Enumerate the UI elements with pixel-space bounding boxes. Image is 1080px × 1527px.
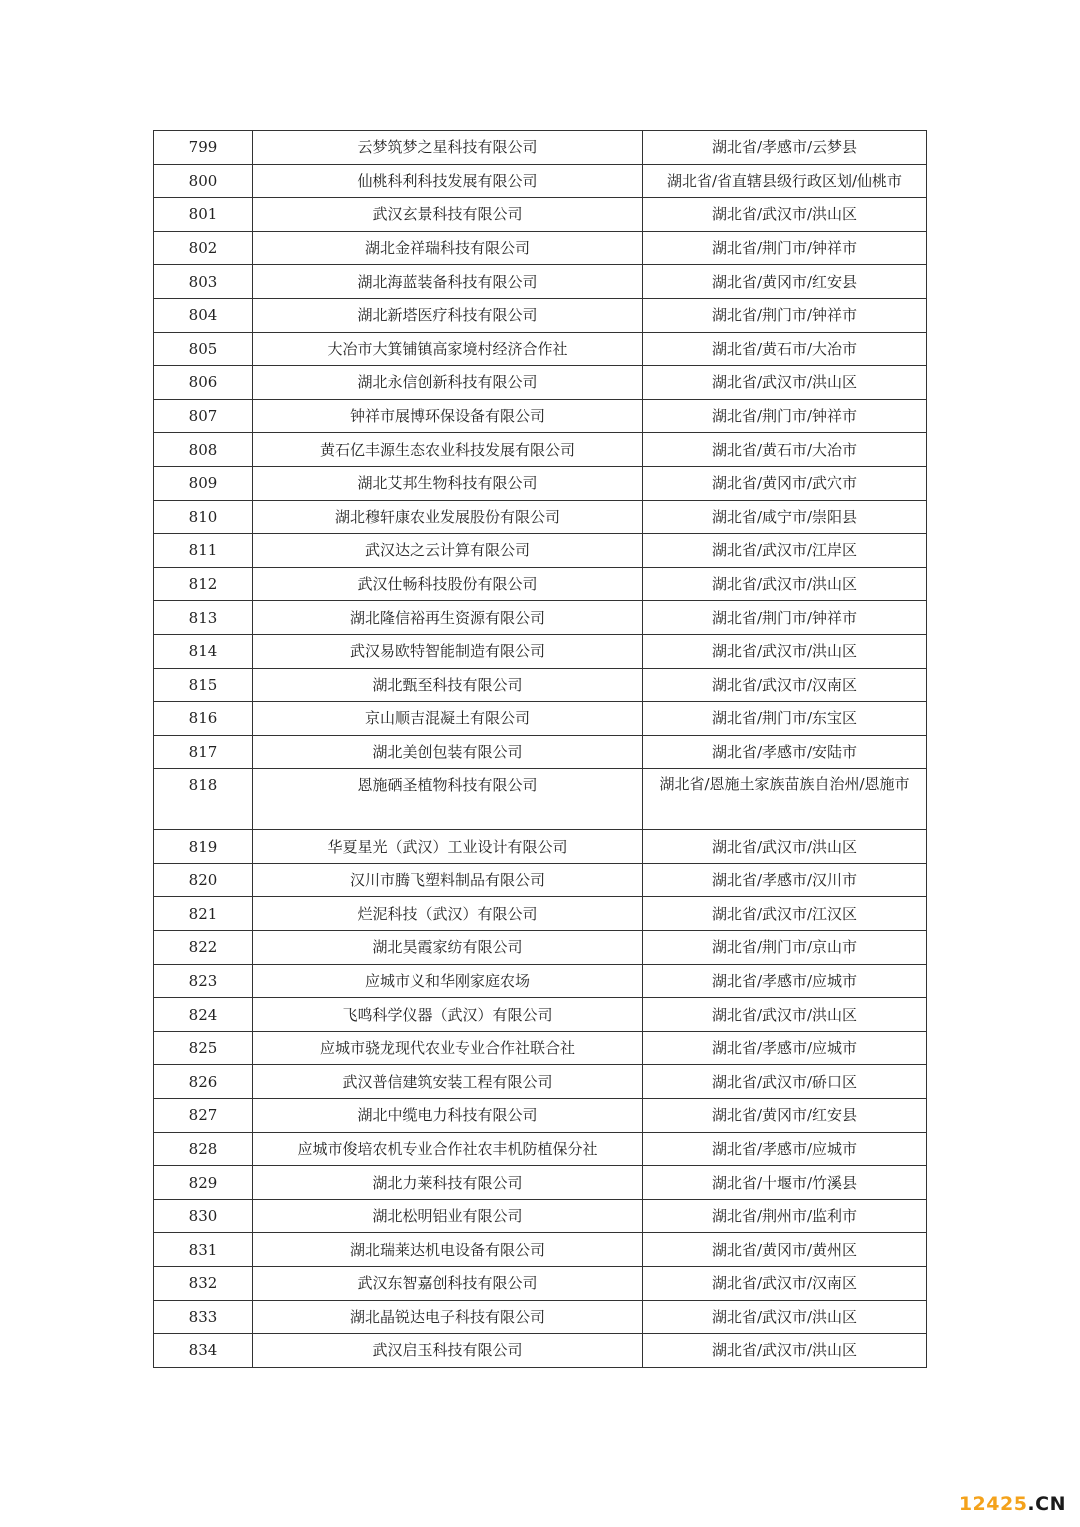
- company-name-cell: 湖北中缆电力科技有限公司: [253, 1099, 643, 1133]
- row-number-cell: 823: [154, 964, 253, 998]
- region-cell: 湖北省/武汉市/洪山区: [643, 1334, 927, 1368]
- row-number-cell: 800: [154, 164, 253, 198]
- row-number-cell: 807: [154, 399, 253, 433]
- row-number-cell: 829: [154, 1166, 253, 1200]
- row-number-cell: 804: [154, 298, 253, 332]
- table-row: [154, 863, 927, 897]
- row-number-cell: 830: [154, 1199, 253, 1233]
- table-row: [154, 332, 927, 366]
- region-cell: 湖北省/黄冈市/黄州区: [643, 1233, 927, 1267]
- table-row: [154, 769, 927, 830]
- row-number-cell: 802: [154, 231, 253, 265]
- company-name-cell: 湖北金祥瑞科技有限公司: [253, 231, 643, 265]
- region-cell: 湖北省/武汉市/洪山区: [643, 634, 927, 668]
- row-number-cell: 832: [154, 1267, 253, 1301]
- row-number-cell: 816: [154, 702, 253, 736]
- company-name-cell: 湖北永信创新科技有限公司: [253, 366, 643, 400]
- company-name-cell: 烂泥科技（武汉）有限公司: [253, 897, 643, 931]
- company-name-cell: 湖北穆轩康农业发展股份有限公司: [253, 500, 643, 534]
- table-row: [154, 131, 927, 165]
- table-row: [154, 735, 927, 769]
- company-name-cell: 武汉易欧特智能制造有限公司: [253, 634, 643, 668]
- region-cell: 湖北省/武汉市/洪山区: [643, 830, 927, 864]
- company-name-cell: 湖北新塔医疗科技有限公司: [253, 298, 643, 332]
- table-row: [154, 964, 927, 998]
- region-cell: 湖北省/黄石市/大冶市: [643, 433, 927, 467]
- row-number-cell: 806: [154, 366, 253, 400]
- region-cell: 湖北省/荆门市/钟祥市: [643, 231, 927, 265]
- row-number-cell: 833: [154, 1300, 253, 1334]
- row-number-cell: 799: [154, 131, 253, 165]
- region-cell: 湖北省/十堰市/竹溪县: [643, 1166, 927, 1200]
- table-row: [154, 366, 927, 400]
- table-row: [154, 1334, 927, 1368]
- row-number-cell: 803: [154, 265, 253, 299]
- region-cell: 湖北省/咸宁市/崇阳县: [643, 500, 927, 534]
- table-row: [154, 830, 927, 864]
- region-cell: 湖北省/孝感市/应城市: [643, 1031, 927, 1065]
- company-name-cell: 华夏星光（武汉）工业设计有限公司: [253, 830, 643, 864]
- region-cell: 湖北省/武汉市/江岸区: [643, 534, 927, 568]
- region-cell: 湖北省/孝感市/汉川市: [643, 863, 927, 897]
- table-row: [154, 998, 927, 1032]
- company-name-cell: 京山顺吉混凝土有限公司: [253, 702, 643, 736]
- company-name-cell: 应城市骁龙现代农业专业合作社联合社: [253, 1031, 643, 1065]
- region-cell: 湖北省/武汉市/洪山区: [643, 198, 927, 232]
- site-watermark: [959, 1493, 1066, 1515]
- company-name-cell: 湖北晶锐达电子科技有限公司: [253, 1300, 643, 1334]
- region-cell: 湖北省/武汉市/洪山区: [643, 366, 927, 400]
- company-name-cell: 武汉启玉科技有限公司: [253, 1334, 643, 1368]
- region-cell: 湖北省/黄冈市/红安县: [643, 265, 927, 299]
- row-number-cell: 811: [154, 534, 253, 568]
- table-row: [154, 500, 927, 534]
- company-name-cell: 恩施硒圣植物科技有限公司: [253, 769, 643, 830]
- region-cell: 湖北省/武汉市/汉南区: [643, 1267, 927, 1301]
- row-number-cell: 834: [154, 1334, 253, 1368]
- table-row: [154, 1031, 927, 1065]
- watermark-domain: .CN: [1027, 1493, 1066, 1515]
- table-row: [154, 634, 927, 668]
- table-row: [154, 164, 927, 198]
- row-number-cell: 821: [154, 897, 253, 931]
- row-number-cell: 815: [154, 668, 253, 702]
- region-cell: 湖北省/武汉市/江汉区: [643, 897, 927, 931]
- company-name-cell: 湖北海蓝装备科技有限公司: [253, 265, 643, 299]
- row-number-cell: 820: [154, 863, 253, 897]
- table-row: [154, 1166, 927, 1200]
- region-cell: 湖北省/武汉市/硚口区: [643, 1065, 927, 1099]
- table-row: [154, 1132, 927, 1166]
- row-number-cell: 818: [154, 769, 253, 830]
- table-row: [154, 931, 927, 965]
- region-cell: 湖北省/荆州市/监利市: [643, 1199, 927, 1233]
- table-row: [154, 601, 927, 635]
- region-cell: 湖北省/黄冈市/红安县: [643, 1099, 927, 1133]
- company-name-cell: 湖北隆信裕再生资源有限公司: [253, 601, 643, 635]
- table-row: [154, 265, 927, 299]
- company-name-cell: 湖北艾邦生物科技有限公司: [253, 466, 643, 500]
- region-cell: 湖北省/荆门市/钟祥市: [643, 399, 927, 433]
- table-row: [154, 198, 927, 232]
- row-number-cell: 827: [154, 1099, 253, 1133]
- table-row: [154, 1099, 927, 1133]
- region-cell: 湖北省/孝感市/云梦县: [643, 131, 927, 165]
- region-cell: 湖北省/恩施土家族苗族自治州/恩施市: [643, 769, 927, 830]
- row-number-cell: 809: [154, 466, 253, 500]
- company-list-table: [153, 130, 927, 1368]
- row-number-cell: 831: [154, 1233, 253, 1267]
- region-cell: 湖北省/孝感市/安陆市: [643, 735, 927, 769]
- company-name-cell: 仙桃科利科技发展有限公司: [253, 164, 643, 198]
- table-row: [154, 1233, 927, 1267]
- region-cell: 湖北省/黄冈市/武穴市: [643, 466, 927, 500]
- row-number-cell: 813: [154, 601, 253, 635]
- row-number-cell: 810: [154, 500, 253, 534]
- table-row: [154, 702, 927, 736]
- region-cell: 湖北省/省直辖县级行政区划/仙桃市: [643, 164, 927, 198]
- table-row: [154, 1065, 927, 1099]
- company-name-cell: 武汉达之云计算有限公司: [253, 534, 643, 568]
- table-row: [154, 466, 927, 500]
- region-cell: 湖北省/荆门市/东宝区: [643, 702, 927, 736]
- company-name-cell: 湖北力莱科技有限公司: [253, 1166, 643, 1200]
- table-row: [154, 1267, 927, 1301]
- row-number-cell: 814: [154, 634, 253, 668]
- row-number-cell: 801: [154, 198, 253, 232]
- company-name-cell: 应城市义和华刚家庭农场: [253, 964, 643, 998]
- company-name-cell: 黄石亿丰源生态农业科技发展有限公司: [253, 433, 643, 467]
- region-cell: 湖北省/荆门市/京山市: [643, 931, 927, 965]
- watermark-digits: 12425: [958, 1493, 1028, 1515]
- row-number-cell: 819: [154, 830, 253, 864]
- row-number-cell: 808: [154, 433, 253, 467]
- region-cell: 湖北省/武汉市/洪山区: [643, 1300, 927, 1334]
- table-row: [154, 433, 927, 467]
- region-cell: 湖北省/武汉市/洪山区: [643, 998, 927, 1032]
- company-name-cell: 湖北美创包装有限公司: [253, 735, 643, 769]
- table-row: [154, 567, 927, 601]
- row-number-cell: 817: [154, 735, 253, 769]
- company-name-cell: 云梦筑梦之星科技有限公司: [253, 131, 643, 165]
- region-cell: 湖北省/武汉市/汉南区: [643, 668, 927, 702]
- company-name-cell: 应城市俊培农机专业合作社农丰机防植保分社: [253, 1132, 643, 1166]
- company-name-cell: 湖北松明铝业有限公司: [253, 1199, 643, 1233]
- company-name-cell: 大冶市大箕铺镇高家境村经济合作社: [253, 332, 643, 366]
- company-name-cell: 钟祥市展博环保设备有限公司: [253, 399, 643, 433]
- region-cell: 湖北省/荆门市/钟祥市: [643, 298, 927, 332]
- table-row: [154, 1199, 927, 1233]
- company-name-cell: 武汉东智嘉创科技有限公司: [253, 1267, 643, 1301]
- company-name-cell: 武汉仕畅科技股份有限公司: [253, 567, 643, 601]
- region-cell: 湖北省/黄石市/大冶市: [643, 332, 927, 366]
- region-cell: 湖北省/武汉市/洪山区: [643, 567, 927, 601]
- company-name-cell: 湖北昊霞家纺有限公司: [253, 931, 643, 965]
- table-row: [154, 231, 927, 265]
- table-body: [154, 131, 927, 1368]
- company-name-cell: 武汉玄景科技有限公司: [253, 198, 643, 232]
- row-number-cell: 822: [154, 931, 253, 965]
- company-name-cell: 湖北甄至科技有限公司: [253, 668, 643, 702]
- table-row: [154, 399, 927, 433]
- region-cell: 湖北省/孝感市/应城市: [643, 1132, 927, 1166]
- row-number-cell: 824: [154, 998, 253, 1032]
- region-cell: 湖北省/孝感市/应城市: [643, 964, 927, 998]
- row-number-cell: 805: [154, 332, 253, 366]
- table-row: [154, 534, 927, 568]
- table-row: [154, 298, 927, 332]
- row-number-cell: 812: [154, 567, 253, 601]
- row-number-cell: 828: [154, 1132, 253, 1166]
- row-number-cell: 825: [154, 1031, 253, 1065]
- region-cell: 湖北省/荆门市/钟祥市: [643, 601, 927, 635]
- company-name-cell: 汉川市腾飞塑料制品有限公司: [253, 863, 643, 897]
- table-row: [154, 897, 927, 931]
- company-name-cell: 湖北瑞莱达机电设备有限公司: [253, 1233, 643, 1267]
- row-number-cell: 826: [154, 1065, 253, 1099]
- company-name-cell: 飞鸣科学仪器（武汉）有限公司: [253, 998, 643, 1032]
- company-name-cell: 武汉普信建筑安装工程有限公司: [253, 1065, 643, 1099]
- table-row: [154, 668, 927, 702]
- table-row: [154, 1300, 927, 1334]
